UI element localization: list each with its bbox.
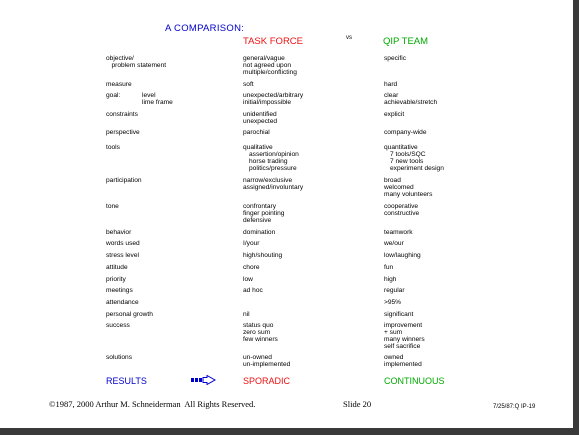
row-label-goal: goal: — [106, 92, 121, 99]
row-label-words-used: words used — [106, 240, 140, 247]
qip-solutions: owned implemented — [384, 354, 422, 369]
slide-title: A COMPARISON: — [165, 23, 245, 34]
qip-objective: specific — [384, 55, 406, 62]
results-qip-team: CONTINUOUS — [384, 376, 445, 386]
qip-constraints: explicit — [384, 111, 405, 118]
task-force-behavior: domination — [243, 229, 276, 236]
qip-attitude: fun — [384, 264, 394, 271]
task-force-personal-growth: nil — [243, 311, 250, 318]
qip-goal: clear achievable/stretch — [384, 92, 438, 107]
qip-words-used: we/our — [384, 240, 404, 247]
goal-sub-labels: level lime frame — [142, 92, 173, 107]
task-force-words-used: I/your — [243, 240, 260, 247]
slide-number: Slide 20 — [343, 399, 372, 409]
document-code: 7/25/87:Q IP-19 — [493, 404, 536, 410]
task-force-constraints: unidentified unexpected — [243, 111, 278, 126]
column-header-task-force: TASK FORCE — [243, 36, 303, 47]
versus-label: vs — [346, 35, 352, 41]
row-label-behavior: behavior — [106, 229, 132, 236]
row-label-solutions: solutions — [106, 354, 133, 361]
qip-personal-growth: significant — [384, 311, 414, 318]
qip-participation: broad welcomed many volunteers — [384, 177, 433, 199]
task-force-priority: low — [243, 276, 253, 283]
task-force-goal: unexpected/arbitrary initial/impossible — [243, 92, 304, 107]
row-label-meetings: meetings — [106, 287, 133, 294]
task-force-meetings: ad hoc — [243, 287, 263, 294]
task-force-tone: confrontary finger pointing defensive — [243, 203, 285, 225]
task-force-measure: soft — [243, 81, 254, 88]
row-label-measure: measure — [106, 81, 132, 88]
row-label-tone: tone — [106, 203, 119, 210]
task-force-tools-detail: assertion/opinion horse trading politics/pressure — [249, 151, 299, 173]
row-label-constraints: constraints — [106, 111, 138, 118]
results-label: RESULTS — [106, 376, 147, 386]
column-header-qip-team: QIP TEAM — [383, 36, 429, 47]
qip-success: improvement + sum many winners self sacrifice — [384, 322, 425, 351]
task-force-solutions: un-owned un-implemented — [243, 354, 291, 369]
row-label-perspective: perspective — [106, 129, 140, 136]
task-force-participation: narrow/exclusive assigned/involuntary — [243, 177, 304, 192]
qip-measure: hard — [384, 81, 398, 88]
task-force-perspective: parochial — [243, 129, 270, 136]
qip-tone: cooperative constructive — [384, 203, 420, 218]
task-force-stress-level: high/shouting — [243, 252, 283, 259]
qip-behavior: teamwork — [384, 229, 413, 236]
row-label-personal-growth: personal growth — [106, 311, 153, 318]
row-label-objective: objective/ problem statement — [106, 55, 167, 70]
row-label-priority: priority — [106, 276, 126, 283]
qip-tools-detail: 7 tools/SQC 7 new tools experiment design — [390, 151, 444, 173]
row-label-success: success — [106, 322, 130, 329]
row-label-participation: participation — [106, 177, 142, 184]
results-task-force: SPORADIC — [243, 376, 291, 386]
copyright-notice: ©1987, 2000 Arthur M. Schneiderman All Rights Reserved. — [49, 399, 256, 409]
task-force-attitude: chore — [243, 264, 260, 271]
qip-perspective: company-wide — [384, 129, 427, 136]
row-label-tools: tools — [106, 144, 120, 151]
qip-tools: quantitative — [384, 144, 418, 151]
row-label-attitude: attitude — [106, 264, 128, 271]
task-force-objective: general/vague not agreed upon multiple/conflicting — [243, 55, 297, 77]
qip-priority: high — [384, 276, 397, 283]
qip-meetings: regular — [384, 287, 405, 294]
row-label-stress-level: stress level — [106, 252, 139, 259]
right-arrow-icon — [190, 375, 216, 385]
qip-attendance: >95% — [384, 299, 402, 306]
task-force-tools: qualitative — [243, 144, 273, 151]
row-label-attendance: attendance — [106, 299, 139, 306]
task-force-success: status quo zero sum few winners — [243, 322, 278, 344]
qip-stress-level: low/laughing — [384, 252, 421, 259]
